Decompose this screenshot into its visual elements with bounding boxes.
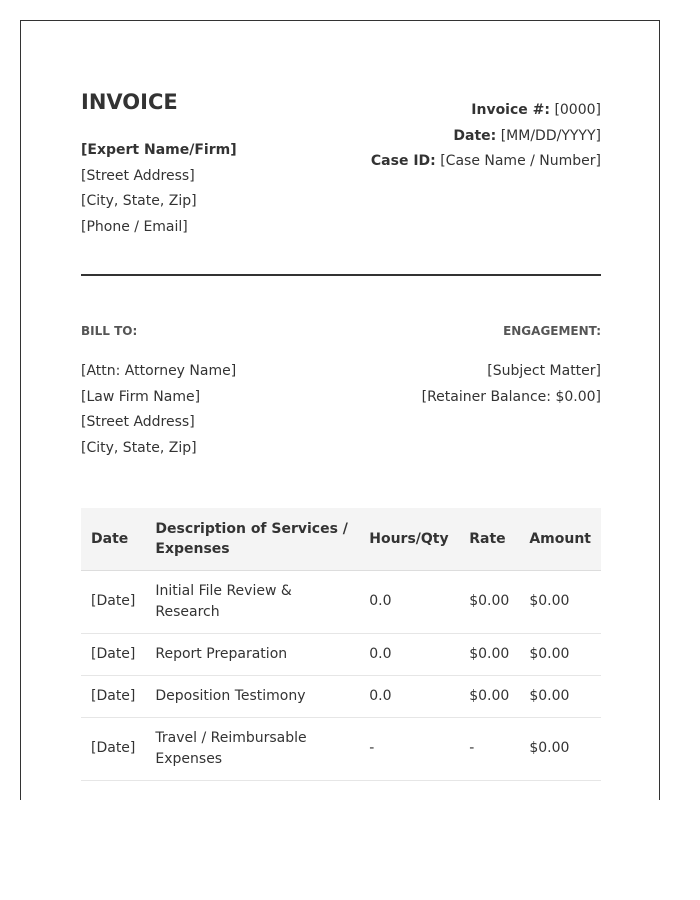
row-rate: - [459, 717, 519, 780]
bill-to-attn: [Attn: Attorney Name] [81, 363, 237, 379]
header-description: Description of Services / Expenses [145, 508, 359, 570]
bill-to-label: BILL TO: [81, 324, 138, 338]
header-rate: Rate [459, 508, 519, 570]
invoice-date-line [371, 124, 601, 150]
row-hours: - [359, 717, 459, 780]
row-description: Travel / Reimbursable Expenses [145, 717, 359, 780]
row-hours: 0.0 [359, 633, 459, 675]
table-header-row [81, 508, 601, 570]
header-divider [81, 274, 601, 276]
engagement-block [422, 359, 601, 410]
sender-city: [City, State, Zip] [81, 193, 197, 209]
row-amount: $0.00 [519, 633, 601, 675]
invoice-number-value: [0000] [554, 102, 601, 118]
bill-to-block [81, 359, 236, 461]
engagement-label: ENGAGEMENT: [503, 324, 601, 338]
header-amount: Amount [519, 508, 601, 570]
row-date: [Date] [81, 675, 145, 717]
invoice-title: INVOICE [81, 90, 178, 114]
table-row [81, 633, 601, 675]
row-rate: $0.00 [459, 633, 519, 675]
invoice-page [20, 20, 660, 800]
table-row [81, 675, 601, 717]
header-hours: Hours/Qty [359, 508, 459, 570]
invoice-date-value: [MM/DD/YYYY] [500, 127, 601, 144]
sender-contact: [Phone / Email] [81, 218, 188, 235]
row-rate: $0.00 [459, 675, 519, 717]
row-hours: 0.0 [359, 675, 459, 717]
invoice-number-line [371, 98, 601, 124]
sender-block [81, 138, 237, 240]
sender-street: [Street Address] [81, 167, 195, 184]
row-date: [Date] [81, 570, 145, 633]
header-date: Date [81, 508, 145, 570]
row-description: Report Preparation [145, 633, 359, 675]
row-date: [Date] [81, 633, 145, 675]
case-id-label: Case ID: [370, 153, 436, 169]
sender-name: [Expert Name/Firm] [81, 142, 237, 158]
engagement-subject: [Subject Matter] [487, 363, 601, 379]
row-amount: $0.00 [519, 570, 601, 633]
bill-to-street: [Street Address] [81, 414, 195, 430]
table-row [81, 570, 601, 633]
table-row [81, 717, 601, 780]
invoice-number-label: Invoice #: [471, 102, 550, 118]
line-items-table [81, 508, 601, 781]
row-rate: $0.00 [459, 570, 519, 633]
engagement-retainer: [Retainer Balance: $0.00] [421, 388, 601, 405]
row-amount: $0.00 [519, 717, 601, 780]
invoice-date-label: Date: [453, 127, 497, 144]
case-id-value: [Case Name / Number] [440, 153, 601, 169]
invoice-meta [371, 98, 601, 175]
row-date: [Date] [81, 717, 145, 780]
case-id-line [371, 149, 601, 175]
row-amount: $0.00 [519, 675, 601, 717]
row-description: Deposition Testimony [145, 675, 359, 717]
row-description: Initial File Review & Research [145, 570, 359, 633]
row-hours: 0.0 [359, 570, 459, 633]
bill-to-firm: [Law Firm Name] [81, 388, 201, 405]
bill-to-city: [City, State, Zip] [81, 439, 197, 456]
